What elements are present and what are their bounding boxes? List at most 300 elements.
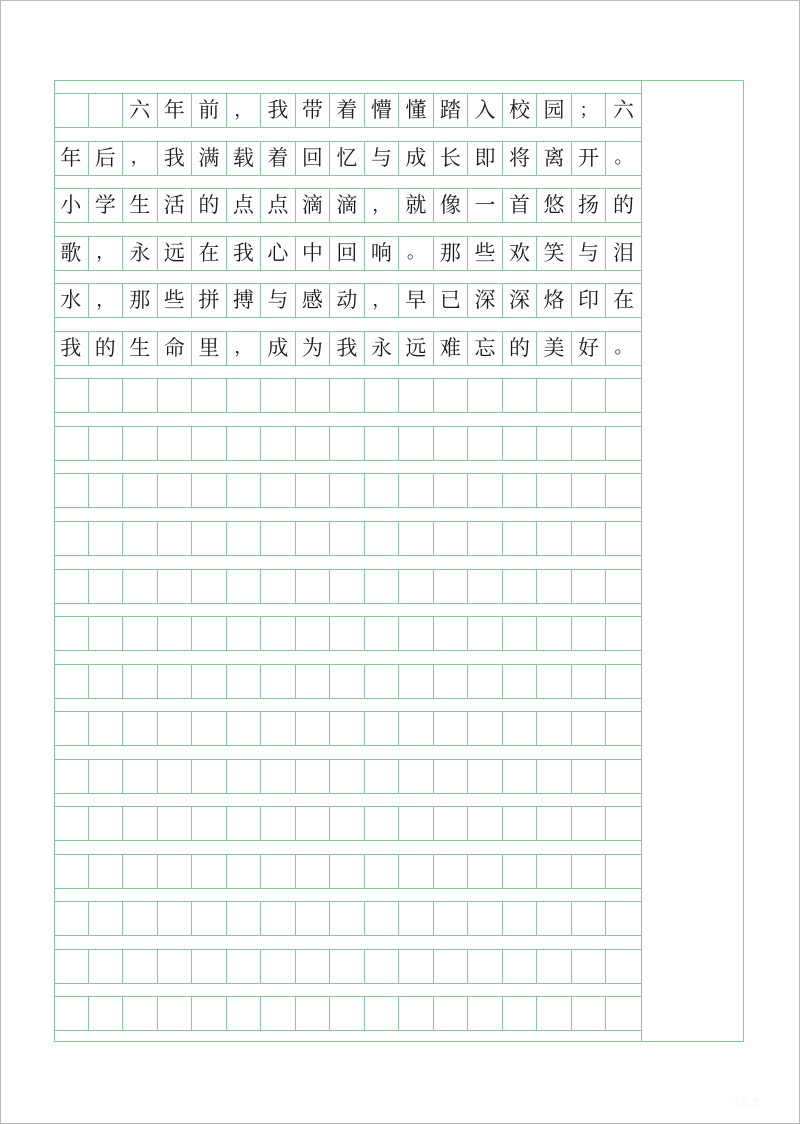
grid-cell: [468, 712, 503, 745]
grid-cell: [123, 902, 158, 935]
grid-cell: [537, 522, 572, 555]
grid-cell: [468, 950, 503, 983]
grid-cell: [330, 760, 365, 793]
grid-cell: 就: [399, 189, 434, 222]
grid-cell: [365, 427, 400, 460]
grid-cell: 忆: [330, 142, 365, 175]
grid-cell: 即: [468, 142, 503, 175]
grid-row: [54, 426, 641, 461]
grid-cell: 年: [158, 94, 193, 127]
grid-cell: [606, 997, 641, 1030]
grid-cell: [572, 617, 607, 650]
grid-cell: [572, 474, 607, 507]
grid-cell: [296, 950, 331, 983]
grid-cell: [365, 807, 400, 840]
grid-cell: [192, 427, 227, 460]
grid-cell: [123, 950, 158, 983]
grid-cell: 成: [261, 332, 296, 365]
grid-cell: 六: [123, 94, 158, 127]
grid-cell: [468, 474, 503, 507]
grid-cell: [54, 522, 89, 555]
grid-cell: [606, 474, 641, 507]
grid-row: [54, 141, 641, 176]
grid-cell: 心: [261, 237, 296, 270]
grid-cell: [158, 474, 193, 507]
grid-cell: [434, 712, 469, 745]
grid-cell: [468, 522, 503, 555]
grid-cell: [503, 950, 538, 983]
grid-cell: [503, 902, 538, 935]
grid-cell: [537, 902, 572, 935]
grid-cell: ；: [572, 94, 607, 127]
grid-cell: 与: [365, 142, 400, 175]
grid-cell: [227, 855, 262, 888]
grid-cell: 开: [572, 142, 607, 175]
grid-cell: [572, 950, 607, 983]
grid-cell: [503, 570, 538, 603]
grid-cell: 点: [227, 189, 262, 222]
grid-cell: [537, 617, 572, 650]
grid-cell: [399, 522, 434, 555]
grid-cell: 已: [434, 284, 469, 317]
grid-cell: [468, 807, 503, 840]
grid-cell: [261, 570, 296, 603]
grid-cell: [123, 807, 158, 840]
grid-cell: [606, 522, 641, 555]
grid-cell: [399, 902, 434, 935]
grid-cell: [537, 570, 572, 603]
grid-cell: 校: [503, 94, 538, 127]
grid-cell: [606, 617, 641, 650]
grid-cell: 园: [537, 94, 572, 127]
grid-cell: [330, 855, 365, 888]
grid-cell: [399, 427, 434, 460]
grid-row: [54, 806, 641, 841]
watermark: 小红书: [732, 1098, 760, 1108]
grid-cell: [296, 665, 331, 698]
grid-cell: [399, 474, 434, 507]
grid-cell: [434, 760, 469, 793]
grid-cell: 的: [89, 332, 124, 365]
grid-cell: [365, 950, 400, 983]
grid-cell: 水: [54, 284, 89, 317]
grid-cell: [606, 855, 641, 888]
grid-cell: [123, 855, 158, 888]
grid-cell: [192, 712, 227, 745]
grid-cell: 早: [399, 284, 434, 317]
grid-cell: [434, 617, 469, 650]
grid-cell: [503, 474, 538, 507]
grid-row: [54, 93, 641, 128]
grid-cell: [537, 665, 572, 698]
grid-cell: 后: [89, 142, 124, 175]
grid-cell: [365, 522, 400, 555]
grid-cell: [537, 855, 572, 888]
grid-cell: [227, 474, 262, 507]
grid-cell: [330, 807, 365, 840]
grid-cell: [330, 997, 365, 1030]
grid-cell: [123, 617, 158, 650]
grid-cell: [296, 427, 331, 460]
grid-cell: [399, 855, 434, 888]
grid-cell: 些: [468, 237, 503, 270]
grid-cell: 回: [296, 142, 331, 175]
grid-row: [54, 996, 641, 1031]
grid-cell: [123, 379, 158, 412]
grid-cell: [192, 855, 227, 888]
grid-cell: [296, 474, 331, 507]
grid-cell: 那: [123, 284, 158, 317]
grid-cell: 像: [434, 189, 469, 222]
grid-cell: [365, 902, 400, 935]
grid-cell: [330, 902, 365, 935]
grid-cell: [296, 617, 331, 650]
grid-cell: 永: [365, 332, 400, 365]
grid-cell: [537, 760, 572, 793]
grid-cell: 烙: [537, 284, 572, 317]
grid-cell: [330, 379, 365, 412]
grid-cell: [158, 997, 193, 1030]
grid-cell: [89, 570, 124, 603]
grid-cell: [365, 712, 400, 745]
grid-cell: [158, 522, 193, 555]
grid-cell: [261, 665, 296, 698]
grid-cell: [192, 665, 227, 698]
grid-cell: [89, 760, 124, 793]
grid-cell: 我: [261, 94, 296, 127]
grid-cell: [572, 760, 607, 793]
grid-cell: [192, 570, 227, 603]
grid-cell: [399, 712, 434, 745]
grid-cell: [158, 902, 193, 935]
grid-cell: 入: [468, 94, 503, 127]
grid-cell: [227, 665, 262, 698]
grid-row: [54, 711, 641, 746]
grid-cell: 的: [613, 193, 634, 218]
grid-cell: [89, 997, 124, 1030]
grid-cell: 。: [614, 147, 633, 169]
grid-cell: 活: [158, 189, 193, 222]
grid-cell: [192, 617, 227, 650]
grid-cell: [330, 522, 365, 555]
grid-cell: [227, 950, 262, 983]
grid-cell: 一: [468, 189, 503, 222]
grid-cell: [606, 807, 641, 840]
grid-cell: 悠: [537, 189, 572, 222]
grid-cell: [227, 807, 262, 840]
margin-divider: [641, 80, 642, 1042]
grid-cell: ，: [365, 189, 400, 222]
grid-cell: [192, 474, 227, 507]
grid-cell: [89, 902, 124, 935]
grid-row: [54, 569, 641, 604]
grid-row: [54, 188, 641, 223]
grid-cell: [365, 379, 400, 412]
grid-cell: 我: [54, 332, 89, 365]
grid-cell: [606, 427, 641, 460]
grid-cell: [399, 617, 434, 650]
grid-cell: 扬: [572, 189, 607, 222]
grid-cell: [158, 950, 193, 983]
grid-cell: [261, 617, 296, 650]
grid-cell: [192, 522, 227, 555]
grid-cell: [365, 855, 400, 888]
grid-cell: [330, 570, 365, 603]
grid-cell: [572, 855, 607, 888]
grid-cell: 小: [54, 189, 89, 222]
grid-cell: [537, 427, 572, 460]
grid-cell: 懵: [365, 94, 400, 127]
grid-cell: 拼: [192, 284, 227, 317]
grid-cell: [261, 474, 296, 507]
grid-cell: [261, 997, 296, 1030]
grid-cell: [89, 665, 124, 698]
grid-cell: [54, 570, 89, 603]
grid-cell: 我: [158, 142, 193, 175]
grid-cell: [54, 807, 89, 840]
grid-cell: [123, 474, 158, 507]
grid-cell: 搏: [227, 284, 262, 317]
grid-cell: [192, 807, 227, 840]
grid-cell: [227, 617, 262, 650]
grid-cell: [261, 855, 296, 888]
grid-cell: [399, 997, 434, 1030]
grid-cell: [89, 712, 124, 745]
grid-cell: 。: [614, 337, 633, 359]
grid-cell: [123, 427, 158, 460]
grid-cell: 泪: [613, 240, 634, 265]
grid-cell: [89, 94, 124, 127]
grid-cell: [365, 570, 400, 603]
grid-cell: 印: [572, 284, 607, 317]
grid-cell: [503, 760, 538, 793]
grid-cell: [399, 950, 434, 983]
grid-cell: [468, 665, 503, 698]
grid-row: [54, 331, 641, 366]
grid-cell: 歌: [54, 237, 89, 270]
grid-row: [54, 664, 641, 699]
grid-cell: [227, 997, 262, 1030]
grid-cell: [227, 379, 262, 412]
grid-cell: [468, 617, 503, 650]
grid-cell: [434, 807, 469, 840]
grid-cell: [123, 712, 158, 745]
grid-cell: [296, 712, 331, 745]
grid-cell: [192, 950, 227, 983]
grid-cell: [227, 570, 262, 603]
grid-cell: 。: [399, 237, 434, 270]
grid-cell: [434, 665, 469, 698]
grid-cell: [192, 997, 227, 1030]
grid-cell: 年: [54, 142, 89, 175]
grid-row: [54, 283, 641, 318]
grid-cell: 我: [227, 237, 262, 270]
grid-cell: [261, 427, 296, 460]
grid-cell: 学: [89, 189, 124, 222]
grid-cell: 将: [503, 142, 538, 175]
grid-cell: [296, 760, 331, 793]
grid-cell: [365, 997, 400, 1030]
grid-cell: [606, 570, 641, 603]
grid-cell: 永: [123, 237, 158, 270]
grid-cell: [54, 902, 89, 935]
grid-cell: [537, 379, 572, 412]
grid-cell: [468, 427, 503, 460]
grid-cell: 远: [158, 237, 193, 270]
grid-row: [54, 473, 641, 508]
grid-cell: 动: [330, 284, 365, 317]
grid-cell: [572, 665, 607, 698]
grid-cell: [89, 522, 124, 555]
grid-cell: [261, 950, 296, 983]
grid-cell: [261, 379, 296, 412]
grid-cell: [89, 427, 124, 460]
grid-cell: [537, 997, 572, 1030]
grid-cell: [227, 427, 262, 460]
grid-cell: 命: [158, 332, 193, 365]
grid-cell: [365, 474, 400, 507]
grid-cell: 远: [399, 332, 434, 365]
grid-cell: [54, 94, 89, 127]
grid-cell: [89, 950, 124, 983]
grid-cell: [89, 474, 124, 507]
grid-cell: [537, 807, 572, 840]
grid-cell: [54, 617, 89, 650]
grid-cell: [227, 760, 262, 793]
grid-cell: [468, 997, 503, 1030]
grid-cell: [158, 427, 193, 460]
grid-cell: [54, 427, 89, 460]
grid-row: [54, 949, 641, 984]
grid-cell: 带: [296, 94, 331, 127]
grid-cell: [89, 807, 124, 840]
grid-cell: [296, 997, 331, 1030]
grid-row: [54, 378, 641, 413]
grid-cell: 着: [330, 94, 365, 127]
grid-cell: [261, 712, 296, 745]
grid-cell: 在: [613, 288, 634, 313]
grid-cell: 回: [330, 237, 365, 270]
grid-cell: 生: [123, 332, 158, 365]
grid-cell: [503, 855, 538, 888]
grid-cell: 些: [158, 284, 193, 317]
grid-cell: [537, 712, 572, 745]
grid-cell: [296, 855, 331, 888]
grid-cell: 响: [365, 237, 400, 270]
grid-cell: 美: [537, 332, 572, 365]
grid-cell: 成: [399, 142, 434, 175]
grid-cell: [227, 522, 262, 555]
grid-cell: [54, 712, 89, 745]
grid-cell: 满: [192, 142, 227, 175]
grid-cell: [468, 379, 503, 412]
grid-cell: [123, 997, 158, 1030]
grid-cell: [296, 522, 331, 555]
grid-cell: [296, 379, 331, 412]
grid-cell: [158, 760, 193, 793]
grid-cell: ，: [227, 332, 262, 365]
grid-cell: 感: [296, 284, 331, 317]
grid-cell: 好: [572, 332, 607, 365]
grid-cell: [365, 665, 400, 698]
grid-cell: 难: [434, 332, 469, 365]
grid-cell: [123, 665, 158, 698]
grid-cell: 笑: [537, 237, 572, 270]
grid-cell: [468, 902, 503, 935]
grid-cell: ，: [89, 284, 124, 317]
grid-cell: [330, 665, 365, 698]
grid-cell: [296, 807, 331, 840]
grid-cell: 离: [537, 142, 572, 175]
grid-cell: ，: [123, 142, 158, 175]
grid-cell: 欢: [503, 237, 538, 270]
grid-cell: 与: [261, 284, 296, 317]
grid-cell: [54, 760, 89, 793]
grid-cell: 中: [296, 237, 331, 270]
grid-cell: 忘: [468, 332, 503, 365]
grid-cell: ，: [227, 94, 262, 127]
grid-cell: [399, 665, 434, 698]
grid-cell: [468, 855, 503, 888]
grid-cell: [606, 902, 641, 935]
grid-cell: [54, 665, 89, 698]
grid-cell: 里: [192, 332, 227, 365]
grid-cell: 六: [613, 98, 634, 122]
grid-cell: 我: [330, 332, 365, 365]
grid-cell: [123, 522, 158, 555]
grid-cell: [158, 570, 193, 603]
grid-cell: [399, 570, 434, 603]
grid-cell: [468, 760, 503, 793]
grid-cell: 那: [434, 237, 469, 270]
grid-cell: 深: [468, 284, 503, 317]
grid-cell: [158, 617, 193, 650]
grid-cell: [54, 474, 89, 507]
grid-cell: 着: [261, 142, 296, 175]
grid-cell: [572, 570, 607, 603]
grid-cell: [330, 427, 365, 460]
grid-cell: [296, 570, 331, 603]
grid-cell: [503, 617, 538, 650]
grid-cell: 懂: [399, 94, 434, 127]
grid-cell: [123, 760, 158, 793]
grid-cell: [89, 617, 124, 650]
grid-cell: ，: [89, 237, 124, 270]
grid-cell: [330, 474, 365, 507]
grid-cell: 与: [572, 237, 607, 270]
grid-cell: [468, 570, 503, 603]
grid-cell: [572, 712, 607, 745]
grid-cell: [54, 379, 89, 412]
grid-cell: [606, 379, 641, 412]
grid-cell: 滴: [330, 189, 365, 222]
grid-cell: [537, 950, 572, 983]
grid-cell: [503, 427, 538, 460]
grid-cell: [158, 855, 193, 888]
grid-cell: [606, 665, 641, 698]
grid-cell: [434, 427, 469, 460]
grid-cell: [330, 950, 365, 983]
grid-cell: 在: [192, 237, 227, 270]
grid-cell: [434, 950, 469, 983]
grid-cell: [572, 997, 607, 1030]
grid-cell: [89, 855, 124, 888]
grid-cell: [227, 712, 262, 745]
grid-cell: [572, 379, 607, 412]
grid-cell: 滴: [296, 189, 331, 222]
grid-cell: [503, 665, 538, 698]
grid-cell: 的: [192, 189, 227, 222]
